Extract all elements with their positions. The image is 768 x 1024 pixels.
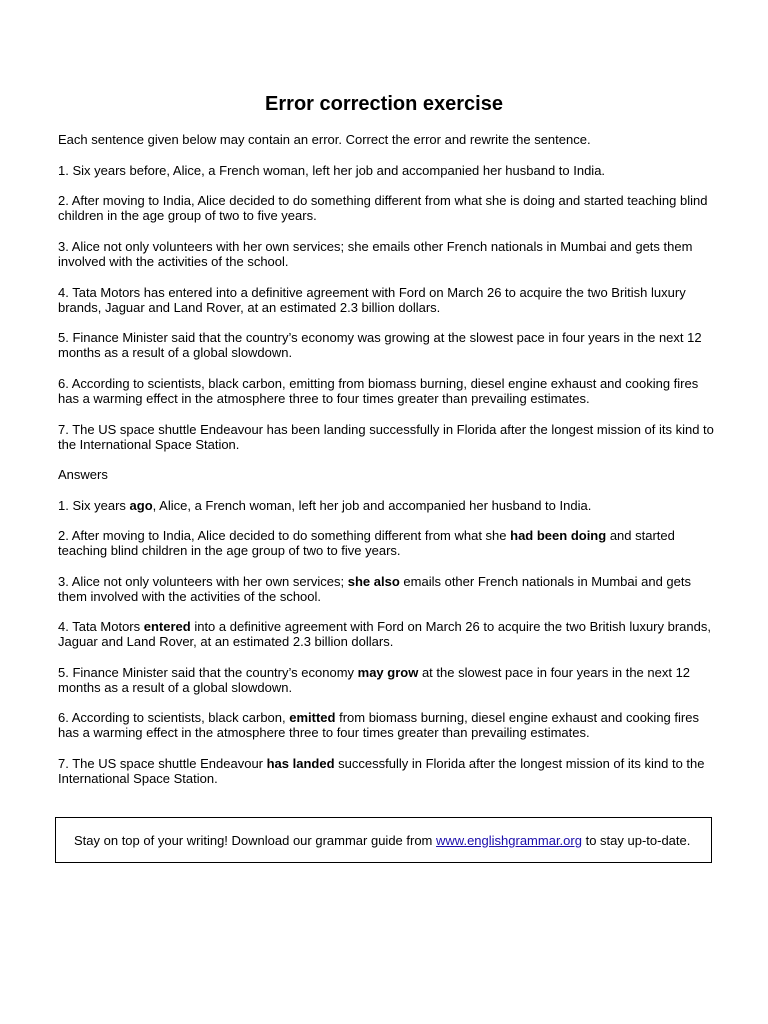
answer-1 — [58, 498, 718, 513]
question-1: 1. Six years before, Alice, a French woman, left her job and accompanied her husband to India. — [58, 163, 606, 178]
answer-4 — [58, 619, 718, 649]
answer-correction: ago — [129, 498, 153, 513]
promo-box — [55, 817, 712, 863]
answer-3 — [58, 574, 718, 604]
page-title: Error correction exercise — [265, 93, 503, 115]
answer-text: from biomass burning, diesel engine exhaust and cooking fires has a warming effect in the atmosphere three to four times greater than prevailing estimates. — [58, 710, 699, 740]
answer-correction: emitted — [289, 710, 336, 725]
answer-text: into a definitive agreement with Ford on March 26 to acquire the two British luxury brands, Jaguar and Land Rover, at an estimated 2.3 billion dollars. — [58, 619, 711, 649]
answer-text: 7. The US space shuttle Endeavour — [58, 756, 267, 771]
answer-5 — [58, 665, 718, 695]
grammar-guide-link[interactable]: www.englishgrammar.org — [436, 833, 582, 848]
answer-correction: may grow — [357, 665, 419, 680]
answer-text: 4. Tata Motors — [58, 619, 144, 634]
question-3: 3. Alice not only volunteers with her own services; she emails other French nationals in Mumbai and gets them involved with the activities of the school. — [58, 239, 693, 269]
question-6: 6. According to scientists, black carbon, emitting from biomass burning, diesel engine exhaust and cooking fires has a warming effect in the atmosphere three to four times greater than prevailing estimates. — [58, 376, 699, 406]
promo-text-before: Stay on top of your writing! Download our grammar guide from — [74, 833, 437, 848]
answer-text: successfully in Florida after the longest mission of its kind to the International Space Station. — [58, 756, 705, 786]
answer-text: 3. Alice not only volunteers with her own services; — [58, 574, 348, 589]
answers-heading: Answers — [58, 467, 108, 482]
answer-text: and started teaching blind children in the age group of two to five years. — [58, 528, 675, 558]
answer-text: 5. Finance Minister said that the country’s economy — [58, 665, 358, 680]
answer-6 — [58, 710, 718, 740]
answer-2 — [58, 528, 718, 558]
answer-text: 1. Six years — [58, 498, 130, 513]
instructions-text: Each sentence given below may contain an error. Correct the error and rewrite the sentence. — [58, 132, 591, 147]
answer-correction: entered — [143, 619, 191, 634]
answer-text: at the slowest pace in four years in the next 12 months as a result of a global slowdown. — [58, 665, 691, 695]
question-2: 2. After moving to India, Alice decided to do something different from what she is doing and started teaching blind children in the age group of two to five years. — [58, 193, 708, 223]
answer-text: 6. According to scientists, black carbon, — [58, 710, 290, 725]
answer-text: emails other French nationals in Mumbai and gets them involved with the activities of the school. — [58, 574, 692, 604]
question-5: 5. Finance Minister said that the country’s economy was growing at the slowest pace in four years in the next 12 months as a result of a global slowdown. — [58, 330, 702, 360]
promo-text-after: to stay up-to-date. — [581, 833, 691, 848]
answer-correction: she also — [347, 574, 400, 589]
question-4: 4. Tata Motors has entered into a definitive agreement with Ford on March 26 to acquire the two British luxury brands, Jaguar and Land Rover, at an estimated 2.3 billion dollars. — [58, 285, 686, 315]
answer-7 — [58, 756, 718, 786]
answer-correction: has landed — [266, 756, 335, 771]
answer-correction: had been doing — [510, 528, 607, 543]
promo-text — [74, 833, 690, 848]
answer-text: , Alice, a French woman, left her job and accompanied her husband to India. — [152, 498, 592, 513]
question-7: 7. The US space shuttle Endeavour has been landing successfully in Florida after the longest mission of its kind to the International Space Station. — [58, 422, 714, 452]
answer-text: 2. After moving to India, Alice decided to do something different from what she — [58, 528, 511, 543]
